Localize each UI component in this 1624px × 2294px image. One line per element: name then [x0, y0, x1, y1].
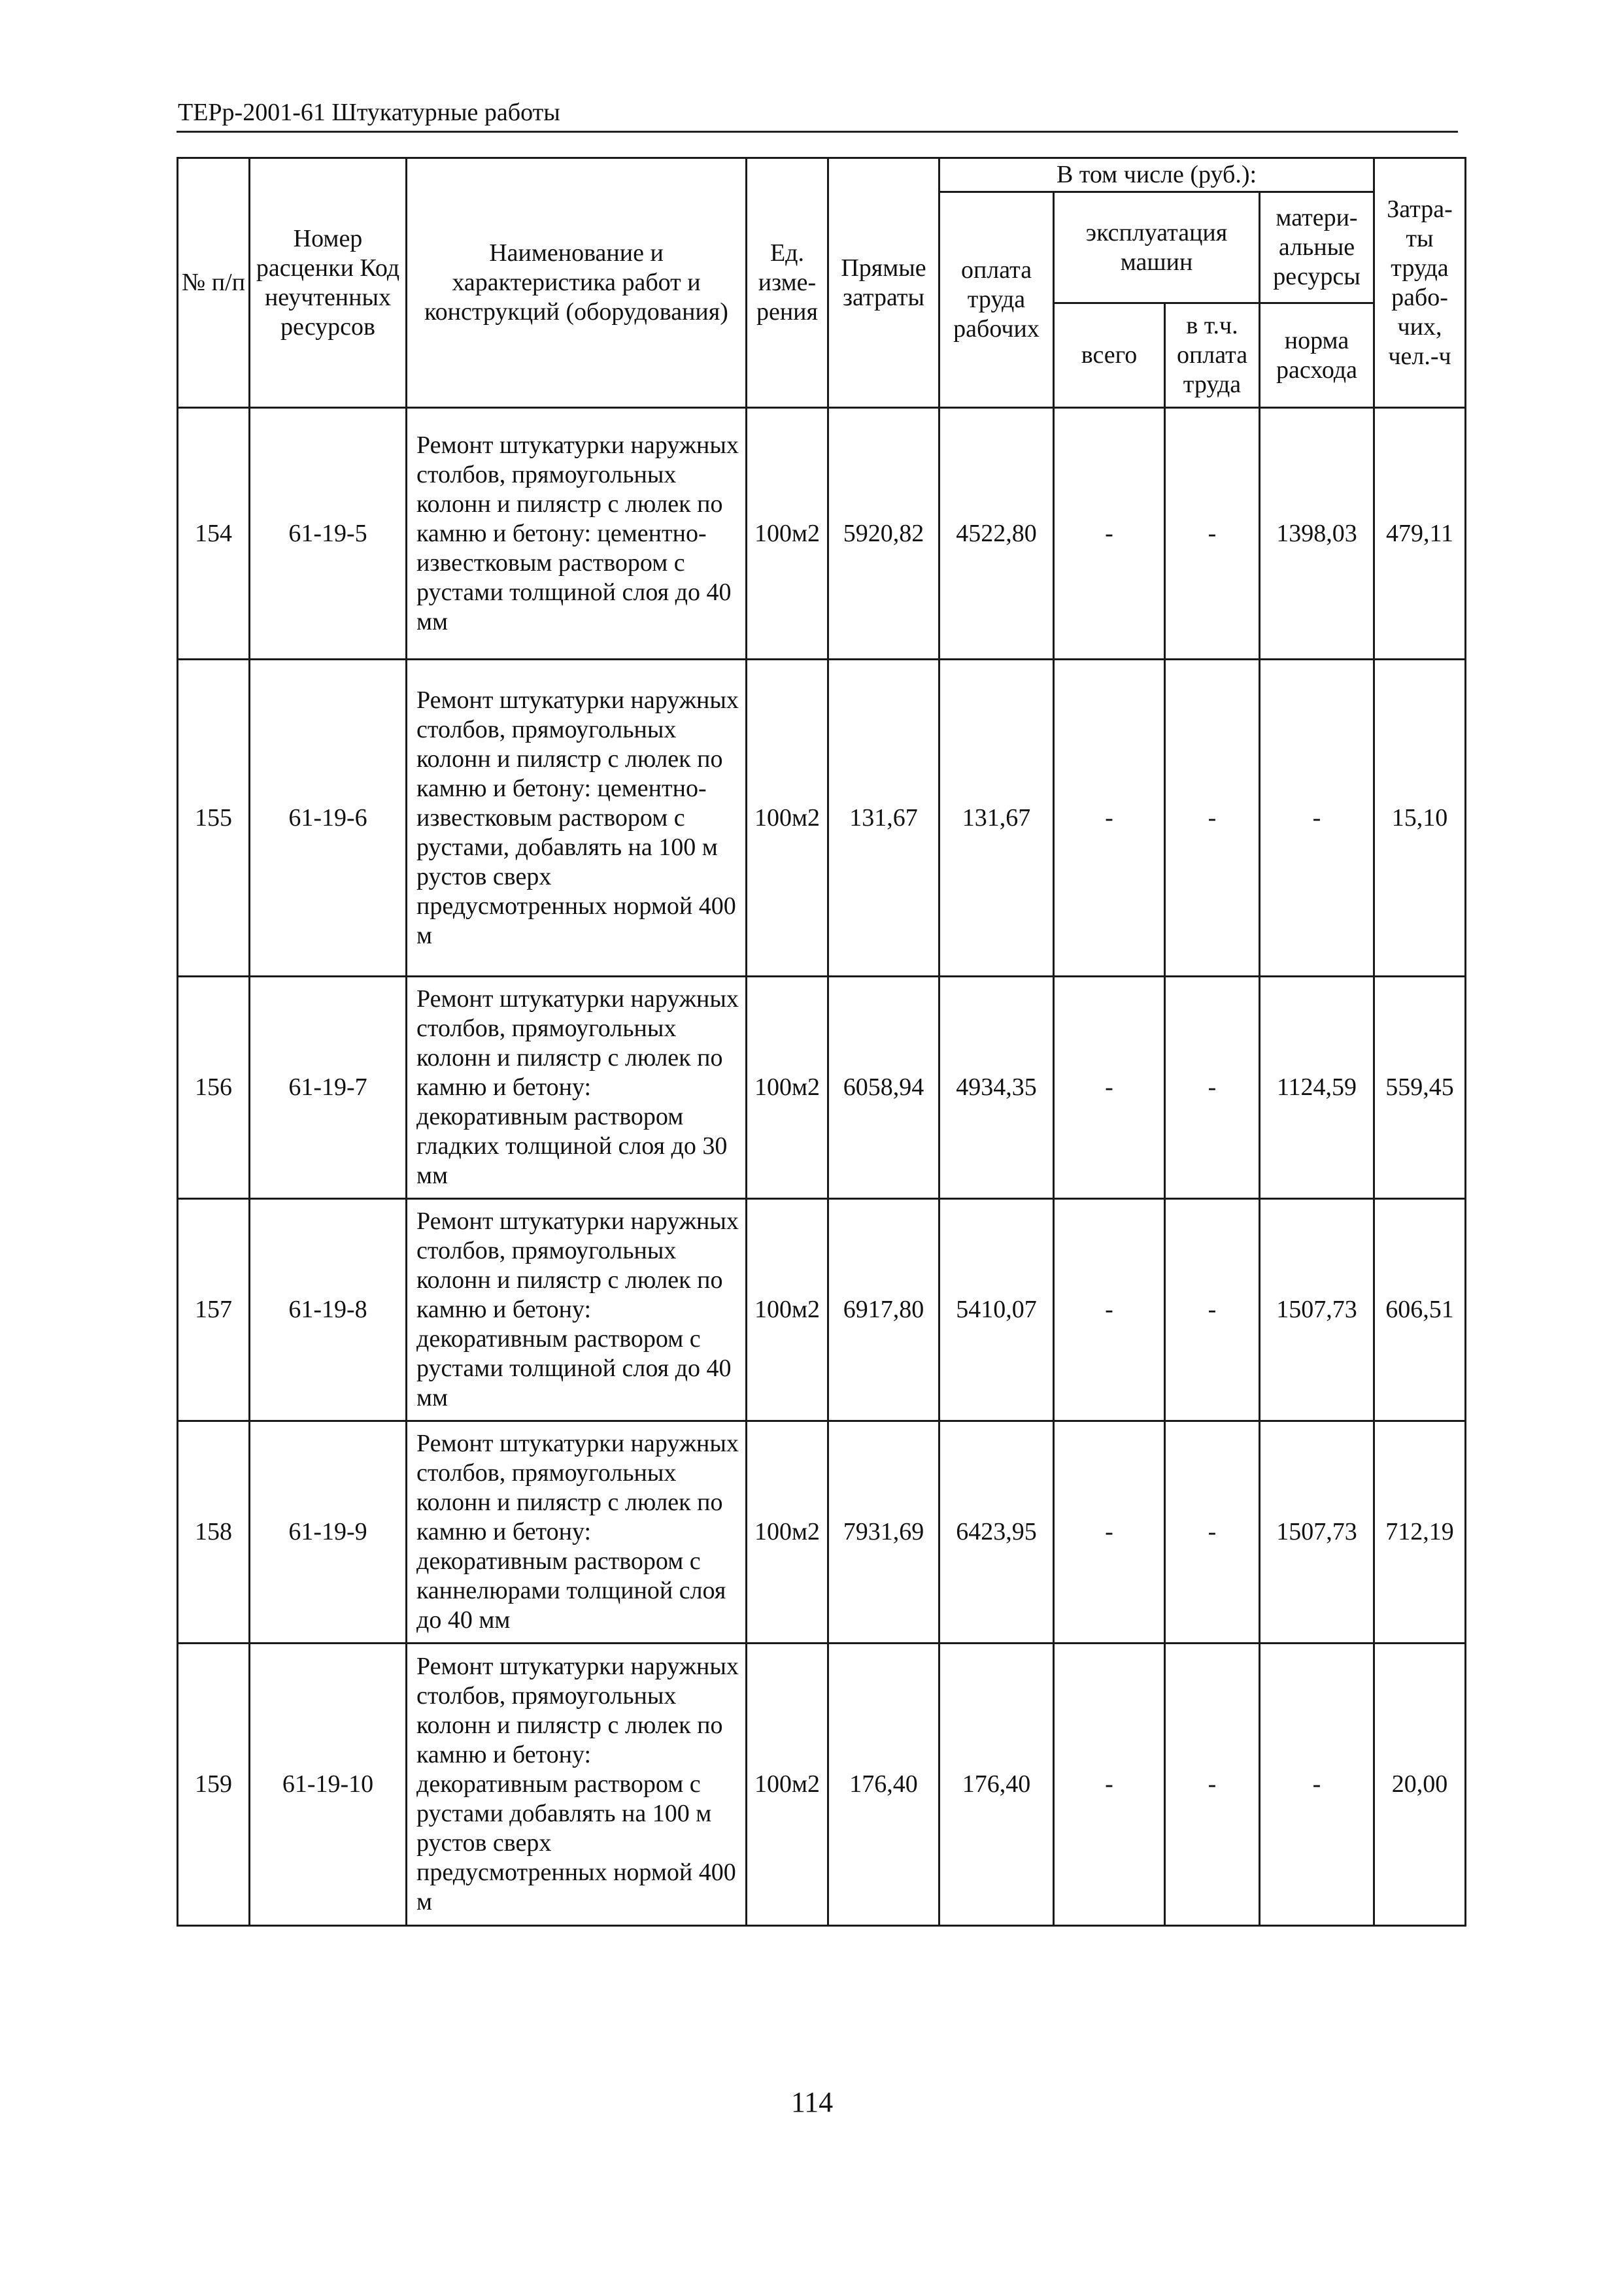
table-row: [178, 977, 1466, 1199]
cell-unit: 100м2: [747, 1421, 828, 1644]
col-header-labor-pay: оплата труда рабочих: [939, 192, 1054, 408]
cell-machines-pay: -: [1165, 1421, 1260, 1644]
cell-labor-hours: 606,51: [1374, 1199, 1466, 1421]
cell-direct: 5920,82: [828, 408, 939, 660]
table-row: [178, 660, 1466, 977]
page-number: 114: [790, 2086, 834, 2118]
cell-name: Ремонт штукатурки наружных столбов, прямоугольных колонн и пилястр с люлек по камню и бетону: декоративным раствором гладких толщиной слоя до 30 мм: [407, 977, 747, 1199]
cell-num: 158: [178, 1421, 250, 1644]
cell-num: 156: [178, 977, 250, 1199]
cell-machines-total: -: [1054, 1421, 1165, 1644]
cell-labor-hours: 712,19: [1374, 1421, 1466, 1644]
cell-labor-hours: 559,45: [1374, 977, 1466, 1199]
cell-name: Ремонт штукатурки наружных столбов, прямоугольных колонн и пилястр с люлек по камню и бетону: цементно-известковым раствором с рустами толщиной слоя до 40 мм: [407, 408, 747, 660]
cell-materials: -: [1260, 1644, 1374, 1926]
table-row: [178, 408, 1466, 660]
col-header-code: Номер расценки Код неучтенных ресурсов: [250, 158, 407, 408]
cell-unit: 100м2: [747, 408, 828, 660]
table-row: [178, 1421, 1466, 1644]
col-header-machines-incl-pay: в т.ч. оплата труда: [1165, 303, 1260, 408]
document-header: ТЕРр-2001-61 Штукатурные работы: [178, 99, 560, 126]
col-header-machines-total: всего: [1054, 303, 1165, 408]
cell-code: 61-19-6: [250, 660, 407, 977]
cell-direct: 6917,80: [828, 1199, 939, 1421]
cell-labor-pay: 4934,35: [939, 977, 1054, 1199]
cell-unit: 100м2: [747, 1644, 828, 1926]
cell-code: 61-19-5: [250, 408, 407, 660]
cell-labor-hours: 20,00: [1374, 1644, 1466, 1926]
cell-code: 61-19-8: [250, 1199, 407, 1421]
cell-labor-hours: 479,11: [1374, 408, 1466, 660]
table-header: [178, 158, 1466, 408]
cell-materials: 1507,73: [1260, 1199, 1374, 1421]
cell-labor-pay: 5410,07: [939, 1199, 1054, 1421]
cell-direct: 6058,94: [828, 977, 939, 1199]
cell-materials: 1398,03: [1260, 408, 1374, 660]
table-row: [178, 1644, 1466, 1926]
cell-direct: 176,40: [828, 1644, 939, 1926]
cell-unit: 100м2: [747, 977, 828, 1199]
cell-direct: 7931,69: [828, 1421, 939, 1644]
cell-num: 159: [178, 1644, 250, 1926]
col-header-materials: матери-альные ресурсы: [1260, 192, 1374, 303]
cell-labor-hours: 15,10: [1374, 660, 1466, 977]
cell-machines-pay: -: [1165, 977, 1260, 1199]
cell-machines-total: -: [1054, 1199, 1165, 1421]
cell-machines-total: -: [1054, 408, 1165, 660]
cell-machines-total: -: [1054, 1644, 1165, 1926]
cell-labor-pay: 176,40: [939, 1644, 1054, 1926]
cell-materials: 1507,73: [1260, 1421, 1374, 1644]
cell-machines-pay: -: [1165, 408, 1260, 660]
cell-labor-pay: 4522,80: [939, 408, 1054, 660]
price-table: [177, 157, 1466, 1927]
col-header-name: Наименование и характеристика работ и конструкций (оборудования): [407, 158, 747, 408]
cell-labor-pay: 131,67: [939, 660, 1054, 977]
header-rule: [177, 131, 1458, 133]
col-header-num: № п/п: [178, 158, 250, 408]
col-header-labor-hours: Затра-ты труда рабо-чих, чел.-ч: [1374, 158, 1466, 408]
cell-machines-total: -: [1054, 977, 1165, 1199]
cell-num: 154: [178, 408, 250, 660]
cell-num: 157: [178, 1199, 250, 1421]
table-body: [178, 408, 1466, 1926]
cell-num: 155: [178, 660, 250, 977]
col-header-machines: эксплуатация машин: [1054, 192, 1260, 303]
cell-unit: 100м2: [747, 1199, 828, 1421]
cell-direct: 131,67: [828, 660, 939, 977]
cell-code: 61-19-10: [250, 1644, 407, 1926]
cell-machines-total: -: [1054, 660, 1165, 977]
cell-name: Ремонт штукатурки наружных столбов, прямоугольных колонн и пилястр с люлек по камню и бетону: цементно-известковым раствором с рустами, добавлять на 100 м рустов сверх предусмотренных нормой 400 м: [407, 660, 747, 977]
col-header-including: В том числе (руб.):: [939, 158, 1374, 192]
cell-materials: 1124,59: [1260, 977, 1374, 1199]
cell-machines-pay: -: [1165, 660, 1260, 977]
col-header-direct: Прямые затраты: [828, 158, 939, 408]
table-row: [178, 1199, 1466, 1421]
cell-machines-pay: -: [1165, 1199, 1260, 1421]
col-header-unit: Ед. изме-рения: [747, 158, 828, 408]
col-header-materials-norm: норма расхода: [1260, 303, 1374, 408]
cell-materials: -: [1260, 660, 1374, 977]
cell-code: 61-19-7: [250, 977, 407, 1199]
cell-name: Ремонт штукатурки наружных столбов, прямоугольных колонн и пилястр с люлек по камню и бетону: декоративным раствором с каннелюрами толщиной слоя до 40 мм: [407, 1421, 747, 1644]
cell-name: Ремонт штукатурки наружных столбов, прямоугольных колонн и пилястр с люлек по камню и бетону: декоративным раствором с рустами толщиной слоя до 40 мм: [407, 1199, 747, 1421]
cell-unit: 100м2: [747, 660, 828, 977]
cell-code: 61-19-9: [250, 1421, 407, 1644]
cell-name: Ремонт штукатурки наружных столбов, прямоугольных колонн и пилястр с люлек по камню и бетону: декоративным раствором с рустами добавлять на 100 м рустов сверх предусмотренных нормой 400 м: [407, 1644, 747, 1926]
cell-labor-pay: 6423,95: [939, 1421, 1054, 1644]
cell-machines-pay: -: [1165, 1644, 1260, 1926]
